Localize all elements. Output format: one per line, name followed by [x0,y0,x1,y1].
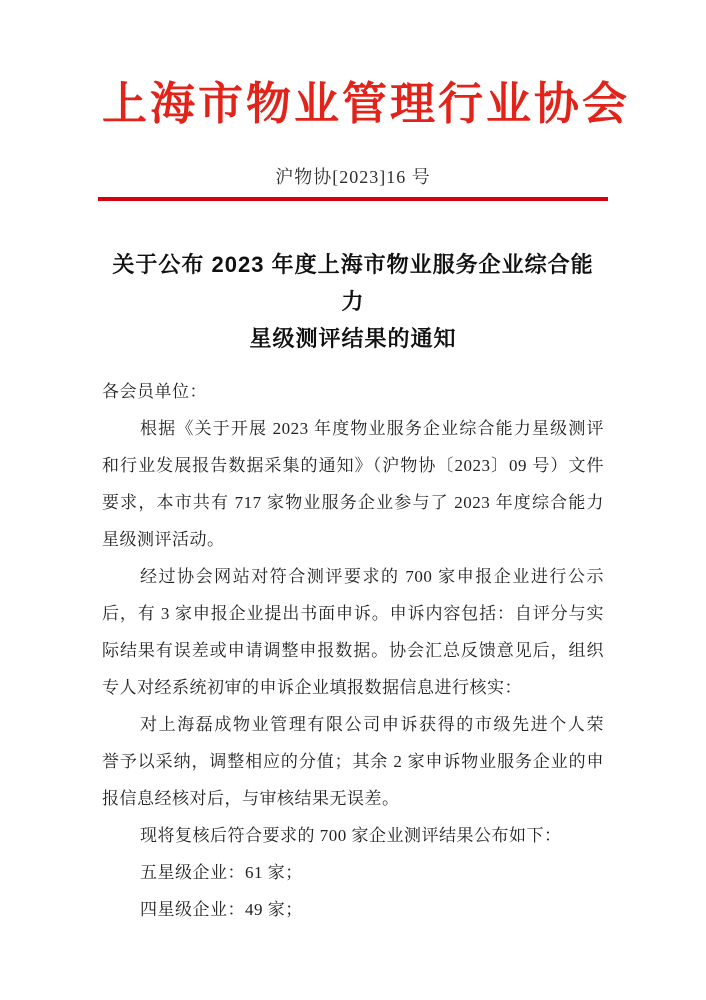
body-line: 现将复核后符合要求的 700 家企业测评结果公布如下： [140,826,562,845]
letterhead-org-name: 上海市物业管理行业协会 [102,79,631,129]
body-line: 对上海磊成物业管理有限公司申诉获得的市级先进个人荣 [140,715,604,734]
body-line: 专人对经系统初审的申诉企业填报数据信息进行核实： [102,678,522,697]
body-line: 根据《关于开展 2023 年度物业服务企业综合能力星级测评 [140,419,604,438]
body-line: 后，有 3 家申报企业提出书面申诉。申诉内容包括：自评分与实 [102,604,604,623]
body-line: 报信息经核对后，与审核结果无误差。 [102,789,400,808]
body-line: 际结果有误差或申请调整申报数据。协会汇总反馈意见后，组织 [102,641,604,660]
document-number: 沪物协[2023]16 号 [275,167,431,187]
body-line-five-star-count: 五星级企业：61 家； [140,863,303,882]
notice-title-line-1: 关于公布 2023 年度上海市物业服务企业综合能力 [112,252,594,314]
body-line: 经过协会网站对符合测评要求的 700 家申报企业进行公示 [140,567,604,586]
notice-title [102,246,604,357]
document-content [102,0,631,928]
body-line: 和行业发展报告数据采集的通知》（沪物协〔2023〕09 号）文件 [102,456,604,475]
body-line: 要求，本市共有 717 家物业服务企业参与了 2023 年度综合能力 [102,493,604,512]
body-line: 誉予以采纳，调整相应的分值；其余 2 家申诉物业服务企业的申 [102,752,604,771]
body-line: 星级测评活动。 [102,530,225,549]
salutation: 各会员单位： [102,382,207,401]
body-line-four-star-count: 四星级企业：49 家； [140,900,303,919]
notice-body [102,373,604,928]
letterhead-red-rule [98,197,608,201]
notice-title-line-2: 星级测评结果的通知 [249,326,457,351]
